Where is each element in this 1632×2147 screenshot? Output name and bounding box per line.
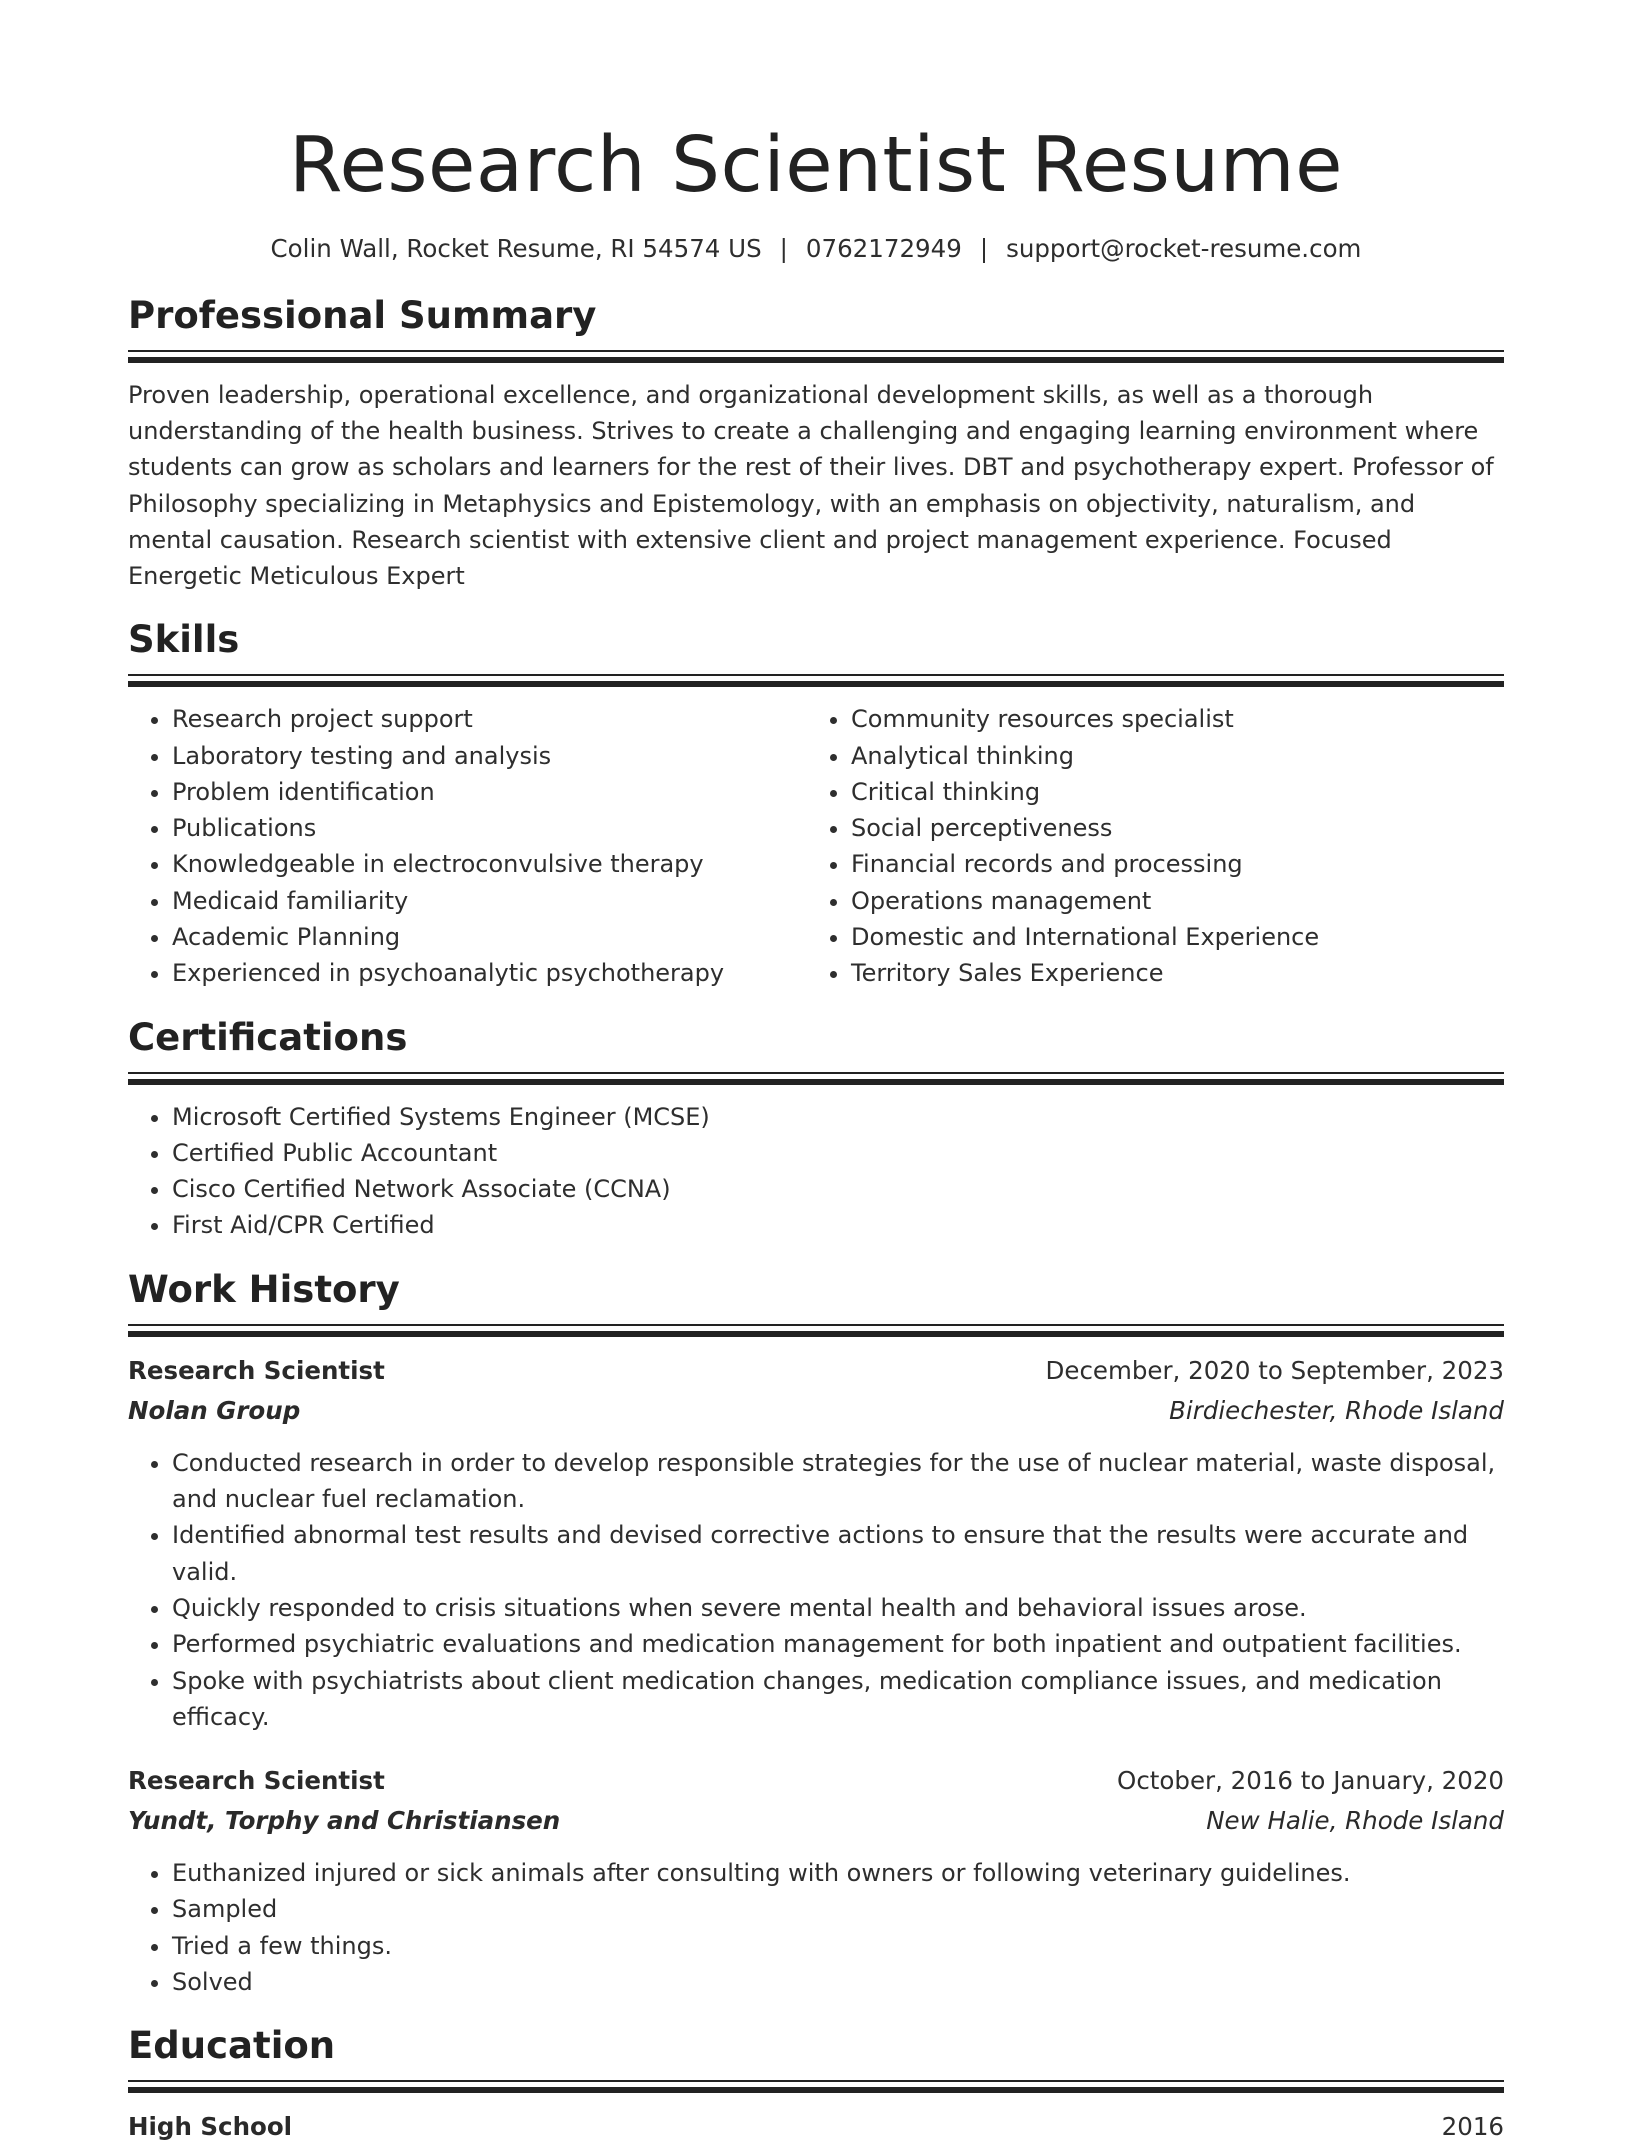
job-duty: • Performed psychiatric evaluations and medication management for both inpatient and outpatient facilities. (172, 1626, 1504, 1662)
job-duties-list (128, 1855, 1504, 2000)
summary-text: Proven leadership, operational excellence, and organizational development skills, as well as a thorough understanding of the health business. Strives to create a challenging and engaging learning environment where students can grow as scholars and learners for the rest of their lives. DBT and psychotherapy expert. Professor of Philosophy specializing in Metaphysics and Epistemology, with an emphasis on objectivity, naturalism, and mental causation. Research scientist with extensive client and project management experience. Focused Energetic Meticulous Expert (128, 381, 1494, 591)
job-location: New Halie, Rhode Island (1206, 1806, 1504, 1836)
job-duty: • Solved (172, 1964, 1504, 2000)
summary-heading: Professional Summary (128, 294, 597, 337)
job-entry (128, 1351, 1504, 1735)
skill-item: • Social perceptiveness (851, 810, 1486, 846)
certification-item: • Certified Public Accountant (172, 1135, 1504, 1171)
certification-item: • Cisco Certified Network Associate (CCNA) (172, 1171, 1504, 1207)
certification-item: • First Aid/CPR Certified (172, 1207, 1504, 1243)
section-divider-thick (128, 1331, 1504, 1337)
resume-title: Research Scientist Resume (288, 121, 1344, 210)
job-dates: October, 2016 to January, 2020 (1117, 1766, 1504, 1796)
contact-separator: | (979, 234, 989, 263)
section-divider-thick (128, 1079, 1504, 1085)
job-header (128, 1351, 1504, 1391)
job-duties-list (128, 1445, 1504, 1735)
skills-columns (128, 701, 1504, 991)
job-company: Yundt, Torphy and Christiansen (128, 1806, 561, 1836)
certifications-list (128, 1099, 1504, 1244)
skill-item: • Problem identification (172, 774, 807, 810)
skill-item: • Research project support (172, 701, 807, 737)
summary-section (128, 292, 1504, 594)
section-divider (128, 2080, 1504, 2082)
skills-left-list (128, 701, 807, 991)
section-divider (128, 1072, 1504, 1074)
skill-item: • Financial records and processing (851, 846, 1486, 882)
skills-right-column (807, 701, 1486, 991)
education-degree: High School (128, 2112, 293, 2142)
job-subheader (128, 1391, 1504, 1431)
job-company: Nolan Group (128, 1395, 301, 1425)
certification-item: • Microsoft Certified Systems Engineer (MCSE) (172, 1099, 1504, 1135)
education-heading: Education (128, 2024, 336, 2068)
education-year: 2016 (1441, 2112, 1504, 2142)
section-divider (128, 350, 1504, 352)
section-divider-thick (128, 357, 1504, 363)
contact-email: support@rocket-resume.com (1006, 234, 1362, 263)
skill-item: • Academic Planning (172, 919, 807, 955)
job-location: Birdiechester, Rhode Island (1169, 1395, 1504, 1425)
education-entry (128, 2107, 1504, 2147)
skill-item: • Laboratory testing and analysis (172, 738, 807, 774)
skills-heading: Skills (128, 618, 240, 662)
job-subheader (128, 1801, 1504, 1841)
job-duty: • Sampled (172, 1891, 1504, 1927)
skills-right-list (807, 701, 1486, 991)
skill-item: • Medicaid familiarity (172, 883, 807, 919)
job-dates: December, 2020 to September, 2023 (1045, 1355, 1504, 1385)
skill-item: • Community resources specialist (851, 701, 1486, 737)
work-history-section (128, 1266, 1504, 2001)
skill-item: • Experienced in psychoanalytic psychotherapy (172, 955, 807, 991)
contact-phone: 0762172949 (805, 234, 962, 263)
job-duty: • Identified abnormal test results and devised corrective actions to ensure that the results were accurate and valid. (172, 1517, 1504, 1590)
skill-item: • Operations management (851, 883, 1486, 919)
certifications-heading: Certifications (128, 1015, 408, 1059)
job-duty: • Euthanized injured or sick animals after consulting with owners or following veterinary guidelines. (172, 1855, 1504, 1891)
section-divider-thick (128, 2087, 1504, 2093)
skill-item: • Domestic and International Experience (851, 919, 1486, 955)
education-section (128, 2022, 1504, 2147)
skills-left-column (128, 701, 807, 991)
job-duty: • Conducted research in order to develop responsible strategies for the use of nuclear material, waste disposal, and nuclear fuel reclamation. (172, 1445, 1504, 1518)
skill-item: • Territory Sales Experience (851, 955, 1486, 991)
contact-separator: | (779, 234, 788, 263)
skill-item: • Critical thinking (851, 774, 1486, 810)
skill-item: • Knowledgeable in electroconvulsive therapy (172, 846, 807, 882)
job-title: Research Scientist (128, 1766, 385, 1796)
contact-address: Colin Wall, Rocket Resume, RI 54574 US (270, 234, 762, 263)
skill-item: • Analytical thinking (851, 738, 1486, 774)
section-divider (128, 1324, 1504, 1326)
skill-item: • Publications (172, 810, 807, 846)
job-entry (128, 1761, 1504, 2000)
section-divider (128, 674, 1504, 676)
skills-section (128, 616, 1504, 991)
job-header (128, 1761, 1504, 1801)
job-duty: • Spoke with psychiatrists about client medication changes, medication compliance issues, and medication efficacy. (172, 1663, 1504, 1736)
contact-line (128, 232, 1504, 266)
job-title: Research Scientist (128, 1355, 385, 1385)
job-duty: • Tried a few things. (172, 1928, 1504, 1964)
certifications-section (128, 1014, 1504, 1244)
job-duty: • Quickly responded to crisis situations when severe mental health and behavioral issues arose. (172, 1590, 1504, 1626)
section-divider-thick (128, 681, 1504, 687)
work-history-heading: Work History (128, 1267, 400, 1311)
